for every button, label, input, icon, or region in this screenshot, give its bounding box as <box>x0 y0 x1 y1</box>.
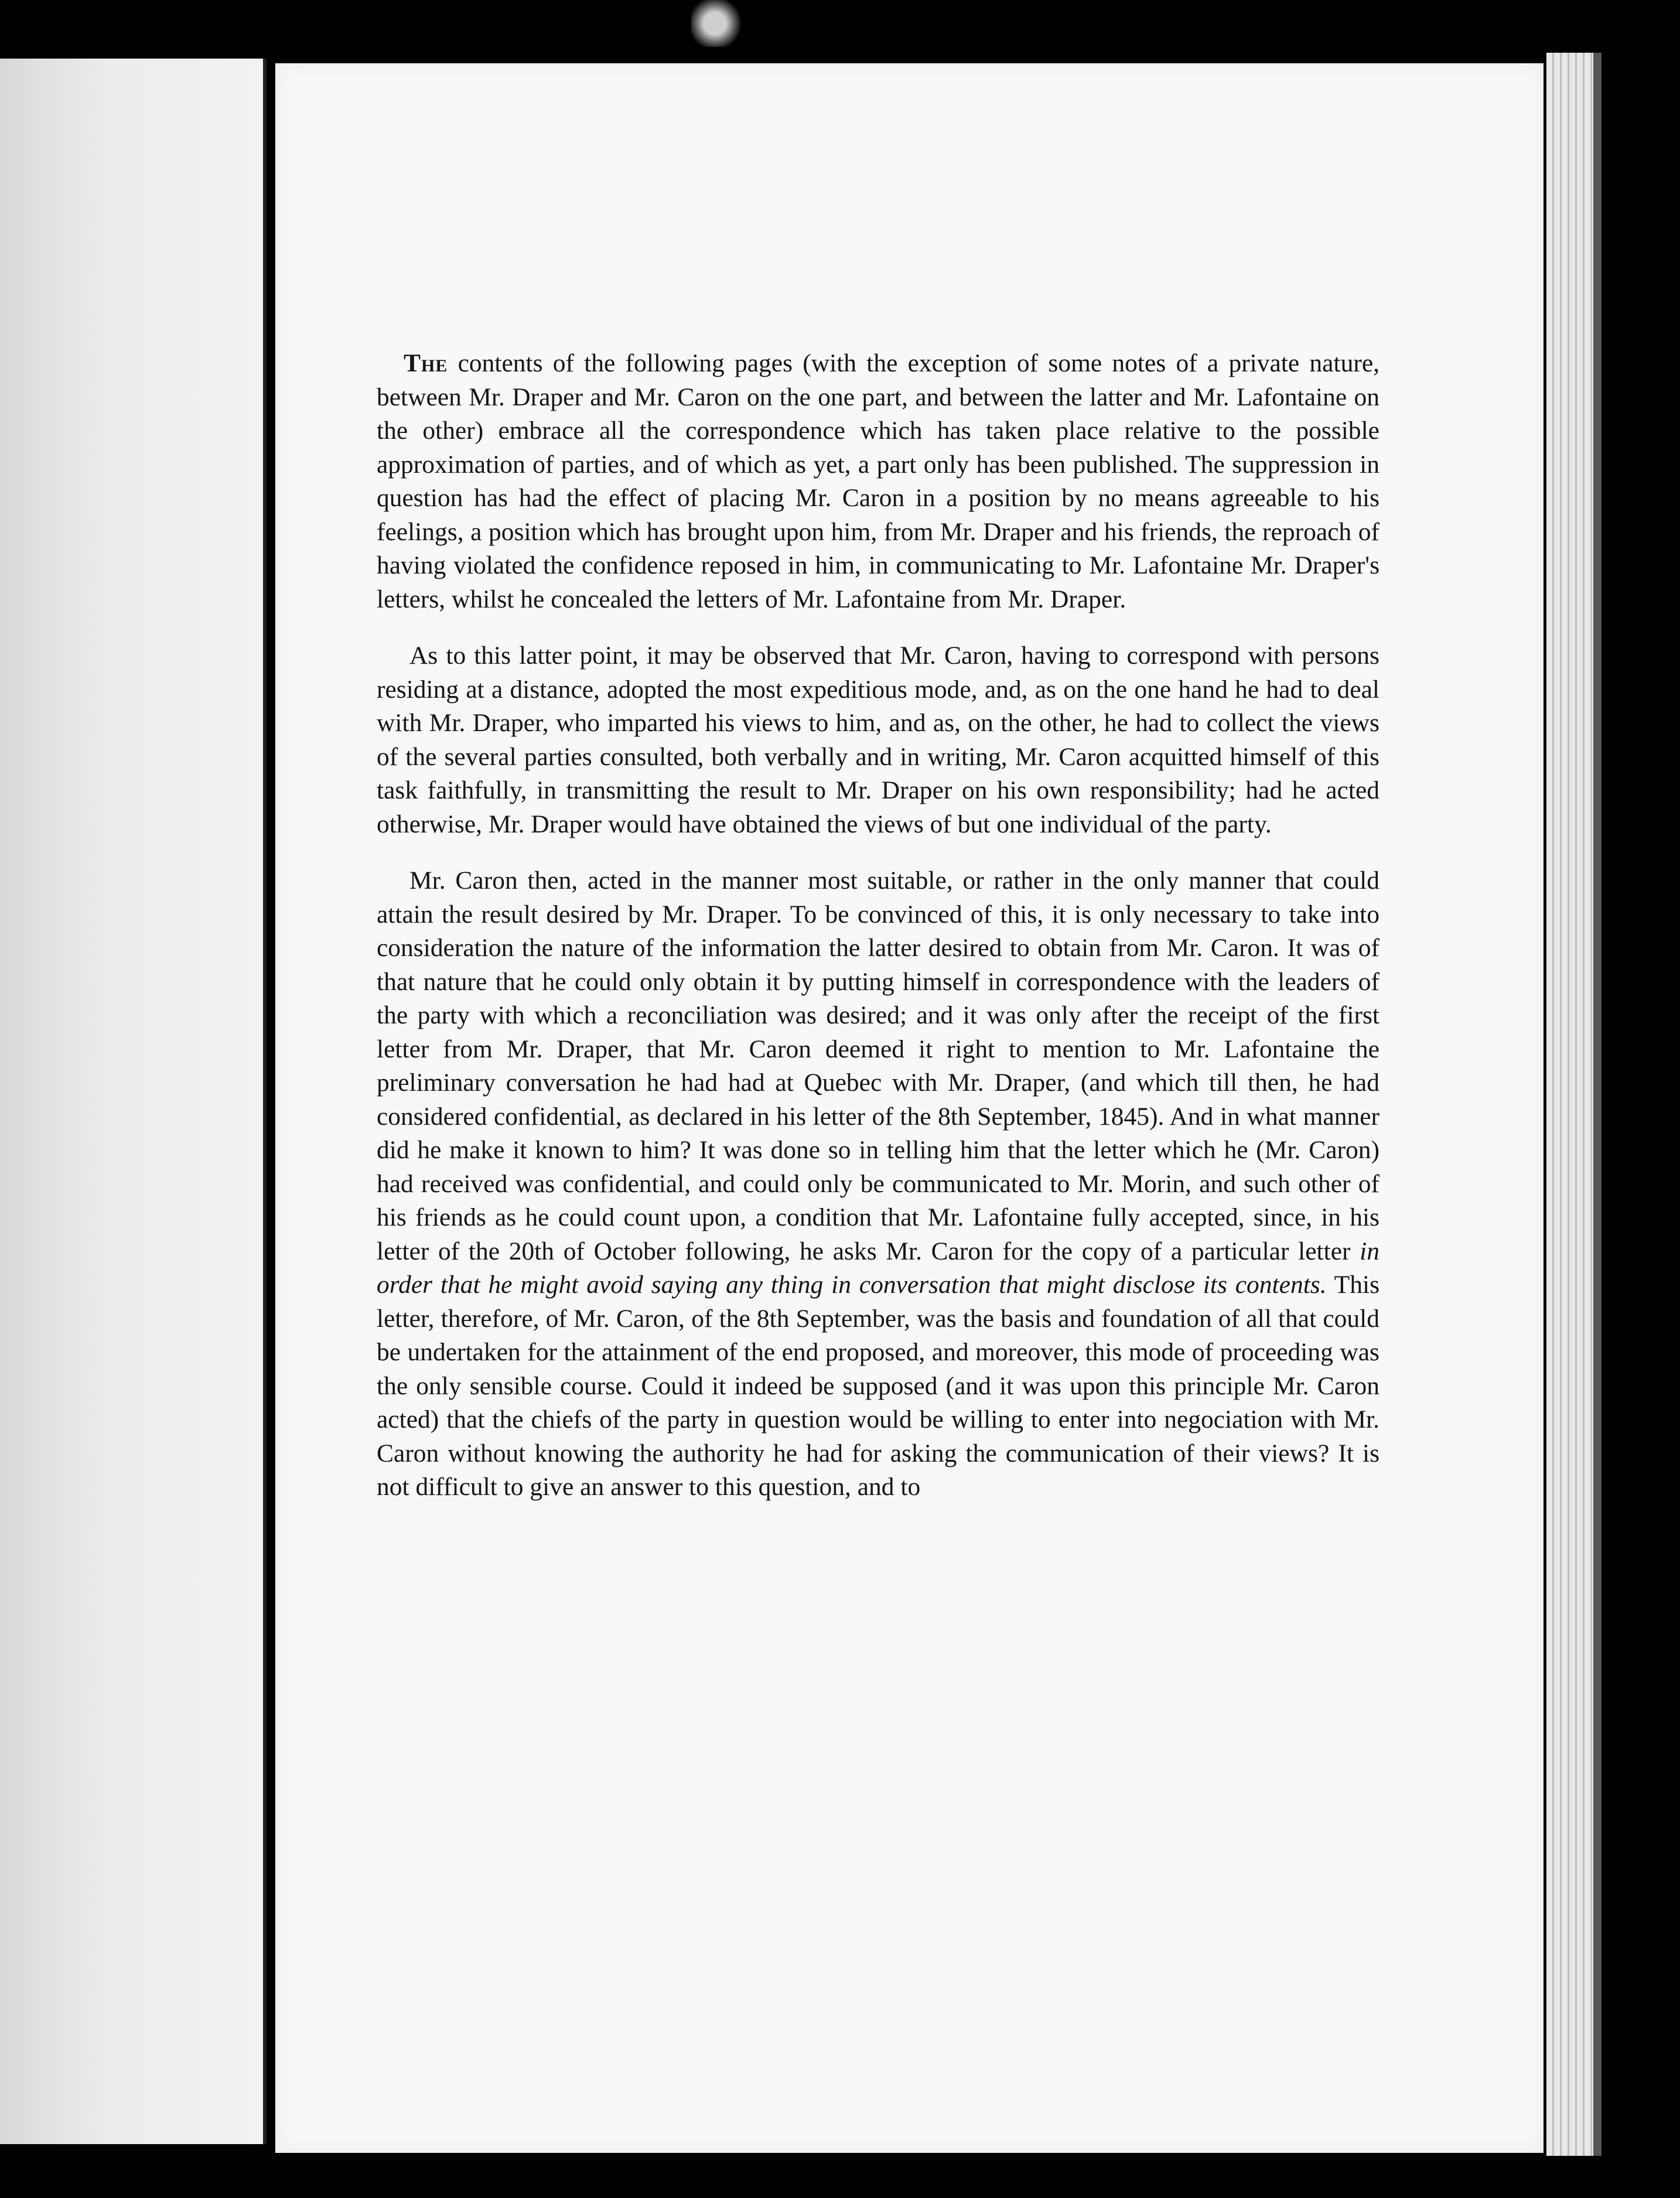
page-stack-shadow <box>1593 53 1602 2156</box>
body-text <box>377 347 1379 1527</box>
previous-page-edge <box>0 59 267 2144</box>
scan-artifact <box>691 0 744 47</box>
paragraph-2 <box>377 639 1379 841</box>
paragraph-text-continued: This letter, therefore, of Mr. Caron, of the 8th September, was the basis and foundation of all that could be undertaken for the attainment of the end proposed, and moreover, this mode of proceeding was the only sensible course. Could it indeed be supposed (and it was upon this principle Mr. Caron acted) that the chiefs of the party in question would be willing to enter into negociation with Mr. Caron without knowing the authority he had for asking the communication of their views? It is not difficult to give an answer to this question, and to <box>377 1271 1379 1501</box>
book-spine <box>263 59 267 2144</box>
page-stack-edge <box>1546 53 1593 2156</box>
paragraph-text: contents of the following pages (with the exception of some notes of a private nature, between Mr. Draper and Mr. Caron on the one part, and between the latter and Mr. Lafontaine on the other) embrace all the correspondence which has taken place relative to the possible approximation of parties, and of which as yet, a part only has been published. The suppression in question has had the effect of placing Mr. Caron in a position by no means agreeable to his feelings, a position which has brought upon him, from Mr. Draper and his friends, the reproach of having violated the confidence reposed in him, in communicating to Mr. Lafontaine Mr. Draper's letters, whilst he concealed the letters of Mr. Lafontaine from Mr. Draper. <box>377 349 1379 613</box>
italic-quote: in order that he might avoid saying any thing in conversation that might disclose its contents. <box>377 1237 1379 1299</box>
paragraph-lead-word: The <box>404 349 448 377</box>
paragraph-3 <box>377 864 1379 1504</box>
paragraph-text: Mr. Caron then, acted in the manner most suitable, or rather in the only manner that could attain the result desired by Mr. Draper. To be convinced of this, it is only necessary to take into consideration the nature of the information the latter desired to obtain from Mr. Caron. It was of that nature that he could only obtain it by putting himself in correspondence with the leaders of the party with which a reconciliation was desired; and it was only after the receipt of the first letter from Mr. Draper, that Mr. Caron deemed it right to mention to Mr. Lafontaine the preliminary conversation he had had at Quebec with Mr. Draper, (and which till then, he had considered confidential, as declared in his letter of the 8th September, 1845). And in what manner did he make it known to him? It was done so in telling him that the letter which he (Mr. Caron) had received was confidential, and could only be communicated to Mr. Morin, and such other of his friends as he could count upon, a condition that Mr. Lafontaine fully accepted, since, in his letter of the 20th of October following, he asks Mr. Caron for the copy of a particular letter <box>377 866 1379 1265</box>
paragraph-1 <box>377 347 1379 616</box>
paragraph-text: As to this latter point, it may be observed that Mr. Caron, having to correspond with persons residing at a distance, adopted the most expeditious mode, and, as on the one hand he had to deal with Mr. Draper, who imparted his views to him, and as, on the other, he had to collect the views of the several parties consulted, both verbally and in writing, Mr. Caron acquitted himself of this task faithfully, in transmitting the result to Mr. Draper on his own responsibility; had he acted otherwise, Mr. Draper would have obtained the views of but one individual of the party. <box>377 641 1379 838</box>
